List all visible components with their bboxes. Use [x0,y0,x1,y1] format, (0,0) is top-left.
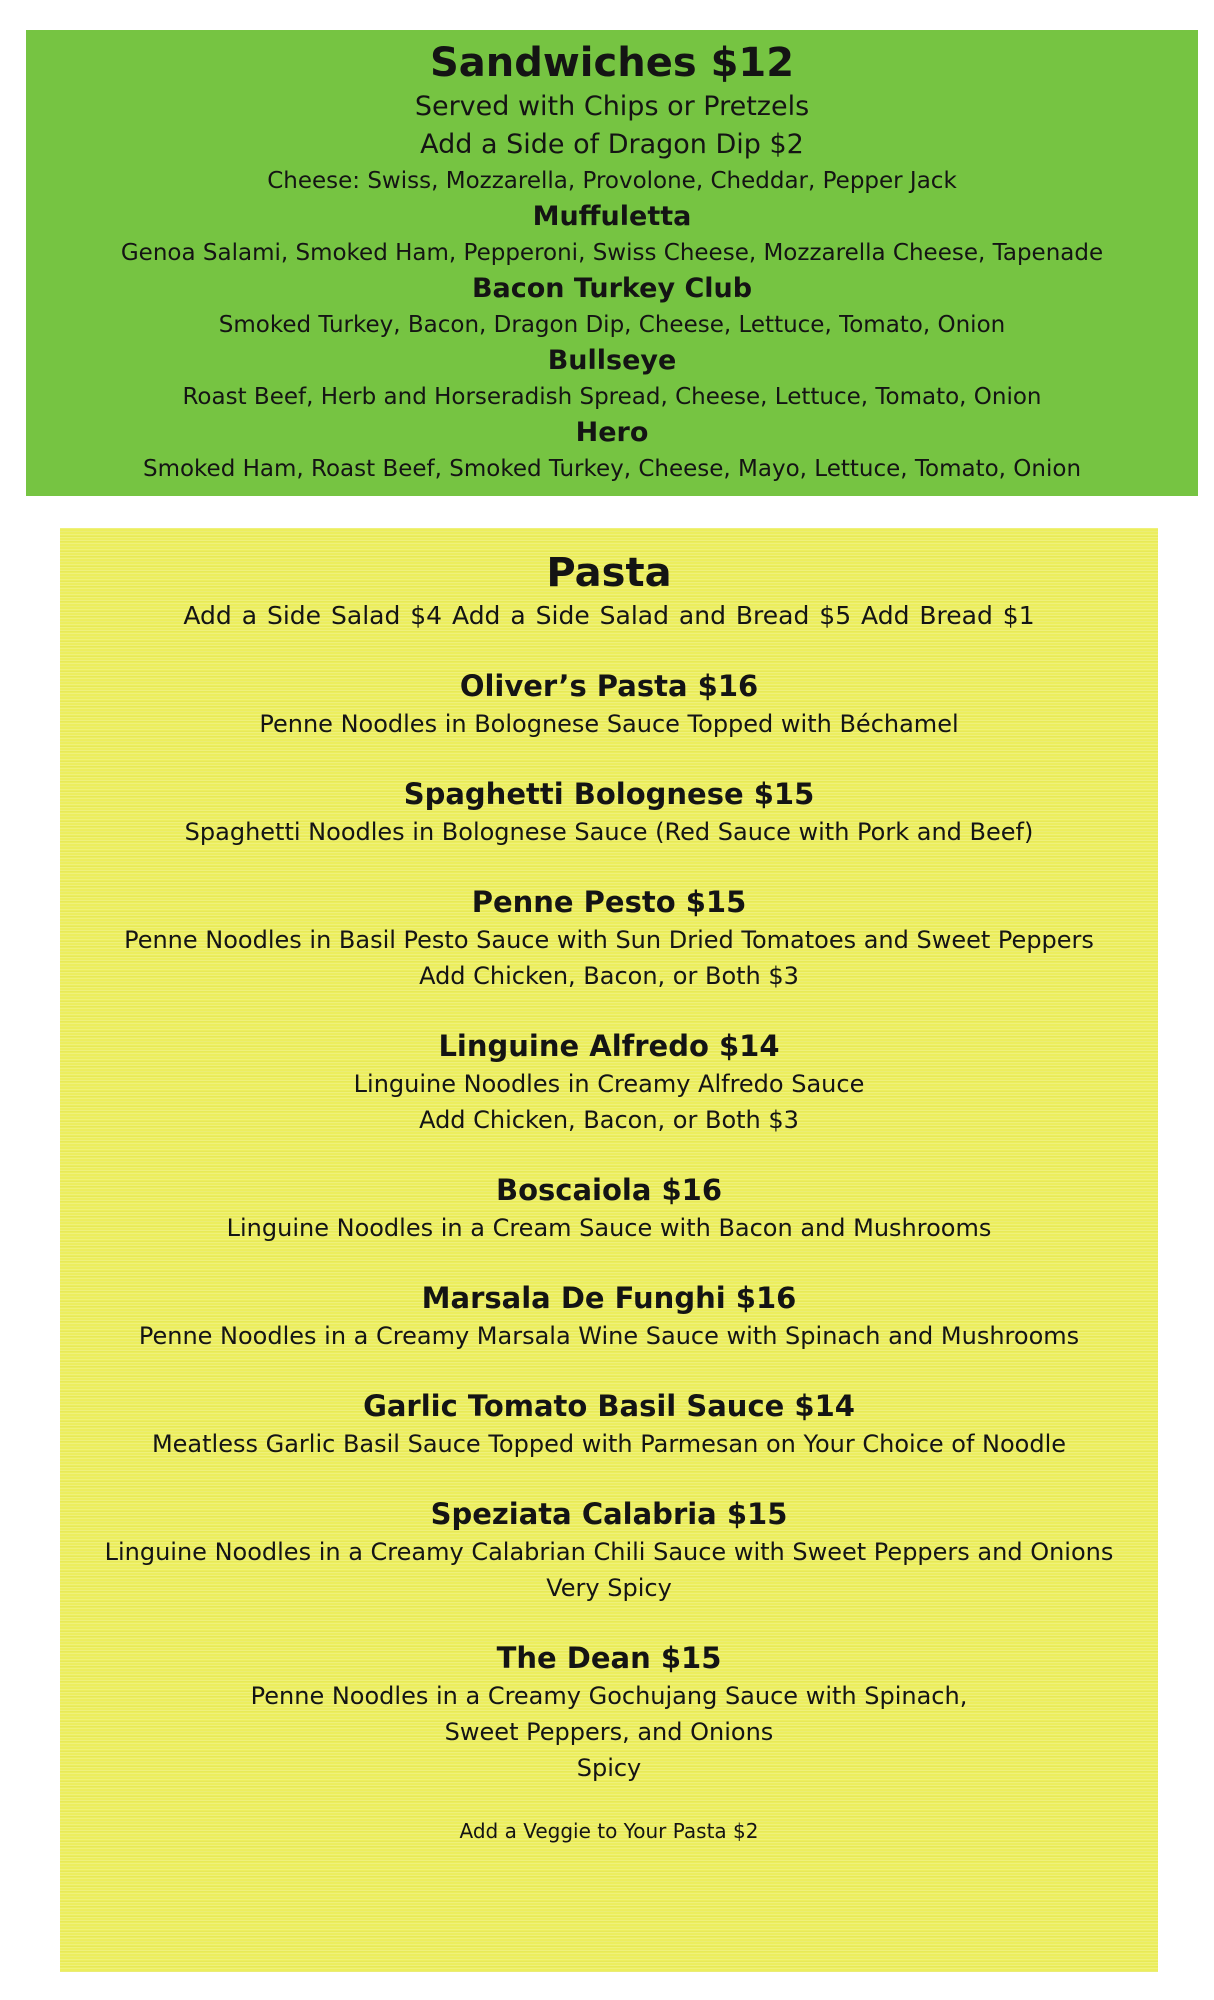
sandwich-desc: Smoked Ham, Roast Beef, Smoked Turkey, Cheese, Mayo, Lettuce, Tomato, Onion [142,456,1082,482]
pasta-spice-note: Very Spicy [546,1574,672,1602]
pasta-item [60,1494,1158,1606]
pasta-name: Oliver’s Pasta $16 [459,669,759,703]
sandwiches-served-note: Served with Chips or Pretzels [414,91,810,122]
pasta-name: Garlic Tomato Basil Sauce $14 [363,1389,855,1423]
pasta-desc: Meatless Garlic Basil Sauce Topped with Parmesan on Your Choice of Noodle [151,1430,1067,1458]
pasta-name: The Dean $15 [496,1641,722,1675]
pasta-name: Spaghetti Bolognese $15 [403,777,815,811]
sandwiches-title: Sandwiches $12 [429,40,795,86]
sandwich-item [26,342,1198,414]
sandwiches-section [26,30,1198,496]
pasta-title: Pasta [546,550,672,596]
pasta-desc: Penne Noodles in a Creamy Marsala Wine Sauce with Spinach and Mushrooms [138,1322,1080,1350]
pasta-addon: Add Chicken, Bacon, or Both $3 [419,962,799,990]
sandwich-item [26,414,1198,486]
sandwiches-cheese-note: Cheese: Swiss, Mozzarella, Provolone, Cheddar, Pepper Jack [267,168,957,194]
sandwich-desc: Roast Beef, Herb and Horseradish Spread, Cheese, Lettuce, Tomato, Onion [182,384,1042,410]
pasta-spice-note: Spicy [576,1754,642,1782]
pasta-name: Penne Pesto $15 [471,885,747,919]
pasta-name: Linguine Alfredo $14 [438,1029,780,1063]
pasta-desc: Linguine Noodles in a Creamy Calabrian Chili Sauce with Sweet Peppers and Onions [104,1538,1114,1566]
sandwich-name: Bullseye [547,345,677,376]
pasta-desc: Linguine Noodles in Creamy Alfredo Sauce [353,1070,865,1098]
sandwiches-side-note: Add a Side of Dragon Dip $2 [420,129,804,160]
pasta-sides-note: Add a Side Salad $4 Add a Side Salad and Bread $5 Add Bread $1 [183,601,1035,630]
sandwich-desc: Smoked Turkey, Bacon, Dragon Dip, Cheese, Lettuce, Tomato, Onion [218,312,1006,338]
pasta-name: Marsala De Funghi $16 [421,1281,797,1315]
pasta-item [60,882,1158,994]
sandwich-desc: Genoa Salami, Smoked Ham, Pepperoni, Swiss Cheese, Mozzarella Cheese, Tapenade [120,240,1104,266]
pasta-footer-note: Add a Veggie to Your Pasta $2 [459,1819,759,1843]
pasta-item [60,666,1158,742]
pasta-item [60,774,1158,850]
sandwich-item [26,270,1198,342]
pasta-desc: Penne Noodles in Basil Pesto Sauce with Sun Dried Tomatoes and Sweet Peppers [124,926,1094,954]
pasta-desc: Penne Noodles in Bolognese Sauce Topped with Béchamel [259,710,959,738]
pasta-item [60,1386,1158,1462]
sandwich-name: Bacon Turkey Club [471,273,753,304]
pasta-desc: Sweet Peppers, and Onions [444,1718,774,1746]
pasta-desc: Penne Noodles in a Creamy Gochujang Sauce with Spinach, [250,1682,968,1710]
pasta-section [60,528,1158,1972]
pasta-desc: Linguine Noodles in a Cream Sauce with Bacon and Mushrooms [226,1214,992,1242]
pasta-name: Boscaiola $16 [495,1173,723,1207]
sandwich-name: Muffuletta [532,201,692,232]
pasta-item [60,1278,1158,1354]
sandwich-name: Hero [575,417,649,448]
pasta-name: Speziata Calabria $15 [430,1497,788,1531]
pasta-item [60,1026,1158,1138]
sandwich-item [26,198,1198,270]
pasta-addon: Add Chicken, Bacon, or Both $3 [419,1106,799,1134]
pasta-desc: Spaghetti Noodles in Bolognese Sauce (Red Sauce with Pork and Beef) [184,818,1034,846]
pasta-item [60,1638,1158,1786]
pasta-item [60,1170,1158,1246]
